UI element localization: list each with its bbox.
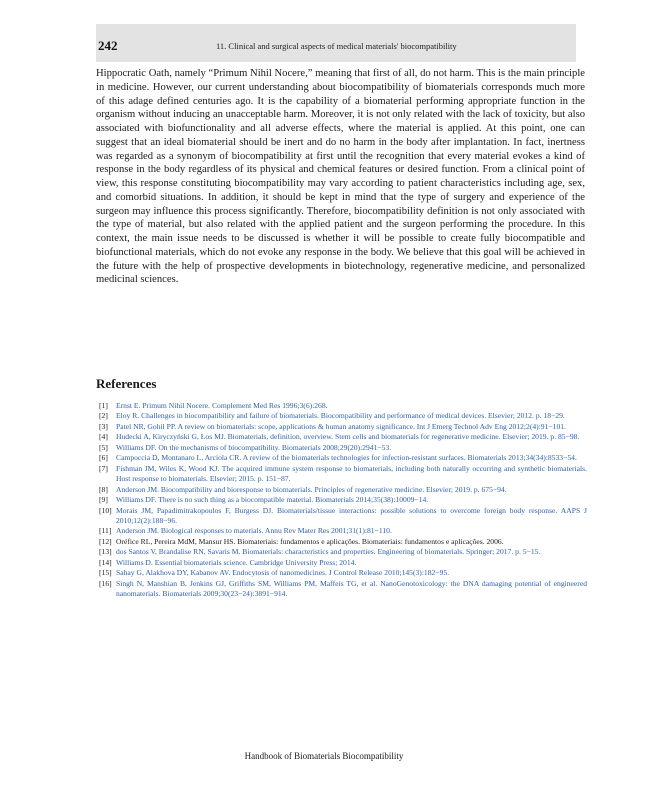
reference-number: [16]: [99, 578, 112, 588]
reference-text: Oréfice RL, Pereira MdM, Mansur HS. Biomateriais: fundamentos e aplicações. Biomateriais: fundamentos e aplicações. 2006.: [116, 536, 504, 546]
reference-number: [1]: [99, 401, 108, 410]
reference-item[interactable]: [96, 485, 587, 495]
reference-number: [11]: [99, 526, 112, 536]
reference-number: [12]: [99, 536, 112, 546]
reference-link[interactable]: Singh N, Manshian B, Jenkins GJ, Griffiths SM, Williams PM, Maffeis TG, et al. NanoGenotoxicology: the DNA damaging potential of engineered nanomaterials. Biomaterials 2009;30(23−24):3891−914.: [116, 578, 587, 599]
reference-link[interactable]: Patel NR, Gohil PP. A review on biomaterials: scope, applications & human anatomy significance. Int J Emerg Technol Adv Eng 2012;2(4):91−101.: [116, 421, 566, 431]
reference-link[interactable]: Anderson JM. Biological responses to materials. Annu Rev Mater Res 2001;31(1):81−110.: [116, 526, 392, 536]
reference-item[interactable]: [96, 464, 587, 485]
reference-number: [3]: [99, 421, 108, 431]
reference-number: [6]: [99, 453, 108, 463]
body-paragraph: Hippocratic Oath, namely “Primum Nihil Nocere,” meaning that first of all, do not harm. This is the main principle in medicine. However, our current understanding about biocompatibility of biomaterials corresponds much more of this adage defined centuries ago. It is the capability of a biomaterial performing appropriate function in the organism without inducing an unacceptable harm. Moreover, it is not only related with the lack of toxicity, but also associated with biofunctionality and all adverse effects, where the material is applied. At this point, one can suggest that an ideal biomaterial should be inert and do no harm in the body after implantation. In fact, inertness was regarded as a synonym of biocompatibility at first until the recognition that every material evokes a kind of response in the body regardless of its physical and chemical features or desired function. From a clinical point of view, this response constituting biocompatibility may vary according to patient characteristics including age, sex, and comorbid situations. In addition, it should be kept in mind that the type of surgery and experience of the surgeon may influence this process significantly. Therefore, biocompatibility definition is not only associated with the type of material, but also related with the applied patient and the surgeon performing the procedure. In this context, the main issue needs to be discussed is whether it will be possible to create fully biocompatible and biofunctional materials, which do not evoke any response in the body. We believe that this goal will be achieved in the future with the help of prospective developments in biotechnology, regenerative medicine, and personalized medicinal sciences.: [96, 68, 585, 286]
reference-item[interactable]: [96, 422, 587, 432]
reference-number: [9]: [99, 495, 108, 505]
book-title-footer: Handbook of Biomaterials Biocompatibility: [244, 751, 404, 761]
reference-link[interactable]: Morais JM, Papadimitrakopoulos F, Burgess DJ. Biomaterials/tissue interactions: possible solutions to overcome foreign body response. AAPS J 2010;12(2):188−96.: [116, 505, 587, 525]
reference-item[interactable]: [96, 579, 587, 600]
reference-list: [96, 401, 587, 600]
reference-link[interactable]: Fishman JM, Wiles K, Wood KJ. The acquired immune system response to biomaterials, including both naturally occurring and synthetic biomaterials. Host response to biomaterials. Elsevier; 2015. p. 151−87.: [116, 463, 587, 484]
reference-item[interactable]: [96, 401, 587, 411]
reference-number: [8]: [99, 484, 108, 494]
reference-link[interactable]: Ernst E. Primum Nihil Nocere. Complement Med Res 1996;3(6):268.: [116, 401, 328, 410]
references-heading: References: [96, 376, 157, 391]
reference-number: [5]: [99, 442, 108, 452]
reference-item[interactable]: [96, 432, 587, 442]
running-title: 11. Clinical and surgical aspects of medical materials' biocompatibility: [216, 41, 457, 51]
reference-link[interactable]: dos Santos V, Brandalise RN, Savaris M. Biomaterials: characteristics and properties. Engineering of biomaterials. Springer; 2017. p. 5−15.: [116, 547, 541, 557]
reference-link[interactable]: Eloy R. Challenges in biocompatibility and failure of biomaterials. Biocompatibility and performance of medical devices. Elsevier; 2012. p. 18−29.: [116, 411, 565, 421]
reference-link[interactable]: Hudecki A, Kiryczyński G, Łos MJ. Biomaterials, definition, overview. Stem cells and biomaterials for regenerative medicine. Elsevier; 2019. p. 85−98.: [116, 432, 580, 442]
reference-item[interactable]: [96, 568, 587, 578]
reference-number: [2]: [99, 411, 108, 421]
reference-number: [4]: [99, 432, 108, 442]
reference-number: [7]: [99, 463, 108, 473]
reference-link[interactable]: Williams DF. There is no such thing as a biocompatible material. Biomaterials 2014;35(38):10009−14.: [116, 495, 429, 505]
reference-item[interactable]: [96, 443, 587, 453]
reference-item[interactable]: [96, 526, 587, 536]
reference-item[interactable]: [96, 506, 587, 527]
reference-item: [96, 537, 587, 547]
reference-link[interactable]: Campoccia D, Montanaro L, Arciola CR. A review of the biomaterials technologies for infection-resistant surfaces. Biomaterials 2013;34(34):8533−54.: [116, 453, 577, 463]
reference-link[interactable]: Williams D. Essential biomaterials science. Cambridge University Press; 2014.: [116, 557, 357, 567]
reference-item[interactable]: [96, 547, 587, 557]
reference-number: [14]: [99, 557, 112, 567]
reference-link[interactable]: Anderson JM. Biocompatibility and bioresponse to biomaterials. Principles of regenerative medicine. Elsevier; 2019. p. 675−94.: [116, 484, 507, 494]
page-number: 242: [98, 38, 118, 53]
reference-number: [13]: [99, 547, 112, 557]
reference-item[interactable]: [96, 411, 587, 421]
reference-item[interactable]: [96, 558, 587, 568]
running-header: [96, 24, 576, 62]
reference-link[interactable]: Sahay G, Alakhova DY, Kabanov AV. Endocytosis of nanomedicines. J Control Release 2010;145(3):182−95.: [116, 568, 450, 578]
reference-item[interactable]: [96, 453, 587, 463]
reference-item[interactable]: [96, 495, 587, 505]
reference-link[interactable]: Williams DF. On the mechanisms of biocompatibility. Biomaterials 2008;29(20):2941−53.: [116, 442, 392, 452]
reference-number: [10]: [99, 505, 112, 515]
reference-number: [15]: [99, 568, 112, 578]
